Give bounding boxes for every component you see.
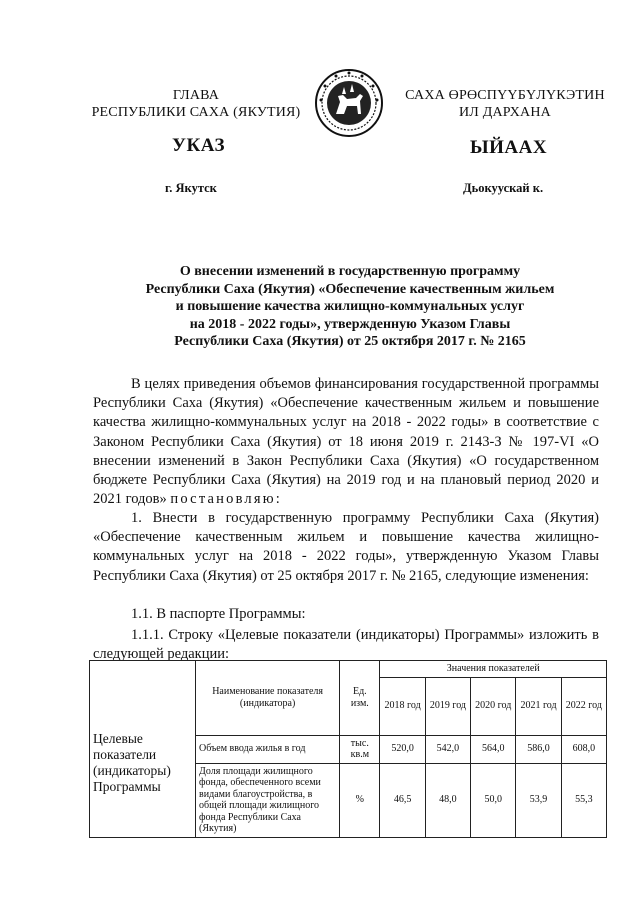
place-sah: Дьокуускай к. (463, 181, 544, 195)
value-cell: 50,0 (471, 763, 516, 837)
values-header: Значения показателей (380, 661, 607, 678)
value-cell: 564,0 (471, 735, 516, 763)
place-ru: г. Якутск (165, 181, 217, 195)
preamble-paragraph (93, 375, 599, 509)
unit-header: Ед. изм. (340, 661, 380, 736)
row-heading: Целевые показатели (индикаторы) Программы (90, 661, 196, 838)
title-line: на 2018 - 2022 годы», утвержденную Указом Главы (189, 316, 511, 332)
clause-1: 1. Внести в государственную программу Республики Саха (Якутия) «Обеспечение качественным жильем и повышение качества жилищно-коммунальных услуг на 2018 - 2022 годы», утвержденную Указом Главы Республики Саха (Якутия) от 25 октября 2017 г. № 2165, следующие изменения: (93, 510, 599, 584)
indicators-table (89, 660, 607, 838)
value-cell: 586,0 (516, 735, 561, 763)
indicator-unit: % (340, 763, 380, 837)
issuer-right-line1: САХА ӨРӨСПҮҮБҮЛҮКЭТИН (405, 88, 605, 103)
value-cell: 46,5 (380, 763, 425, 837)
issuer-right-line2: ИЛ ДАРХАНА (458, 105, 551, 120)
title-line: и повышение качества жилищно-коммунальных услуг (175, 299, 525, 314)
year-header: 2022 год (561, 677, 606, 735)
resolve-word: постановляю: (170, 491, 282, 508)
indicator-name: Объем ввода жилья в год (196, 735, 340, 763)
value-cell: 53,9 (516, 763, 561, 837)
document-title (90, 263, 610, 351)
title-line: Республики Саха (Якутия) от 25 октября 2017 г. № 2165 (174, 334, 526, 349)
year-header: 2021 год (516, 677, 561, 735)
clause-1-1-1: 1.1.1. Строку «Целевые показатели (индикаторы) Программы» изложить в следующей редакции: (93, 627, 599, 663)
value-cell: 520,0 (380, 735, 425, 763)
decree-title-sah: ЫЙААХ (470, 137, 548, 158)
preamble-text: В целях приведения объемов финансирования государственной программы Республики Саха (Якутия) «Обеспечение качественным жильем и повышение качества жилищно-коммунальных услуг на 2018 - 2022 годы» в соответствие с Законом Республики Саха (Якутия) от 18 июня 2019 г. 2143-З № 197-VI «О внесении изменений в Закон Республики Саха (Якутия) «О государственном бюджете Республики Саха (Якутия) на 2019 год и на плановый период 2020 и 2021 годов» (93, 376, 599, 508)
coat-of-arms-emblem (314, 68, 384, 138)
value-cell: 48,0 (425, 763, 470, 837)
year-header: 2020 год (471, 677, 516, 735)
issuer-left-line2: РЕСПУБЛИКИ САХА (ЯКУТИЯ) (91, 105, 301, 120)
indicator-unit: тыс. кв.м (340, 735, 380, 763)
value-cell: 542,0 (425, 735, 470, 763)
clause-1-1: 1.1. В паспорте Программы: (131, 606, 306, 622)
issuer-left-line1: ГЛАВА (172, 88, 220, 103)
decree-title-ru: УКАЗ (172, 135, 225, 156)
indicator-name: Доля площади жилищного фонда, обеспеченного всеми видами благоустройства, в общей площади жилищного фонда Республики Саха (Якутия) (196, 763, 340, 837)
value-cell: 608,0 (561, 735, 606, 763)
year-header: 2018 год (380, 677, 425, 735)
year-header: 2019 год (425, 677, 470, 735)
indicator-header: Наименование показателя (индикатора) (196, 661, 340, 736)
issuer-left (86, 87, 306, 121)
value-cell: 55,3 (561, 763, 606, 837)
title-line: Республики Саха (Якутия) «Обеспечение качественным жильем (145, 281, 555, 297)
title-line: О внесении изменений в государственную программу (179, 264, 521, 279)
issuer-right (390, 87, 620, 121)
